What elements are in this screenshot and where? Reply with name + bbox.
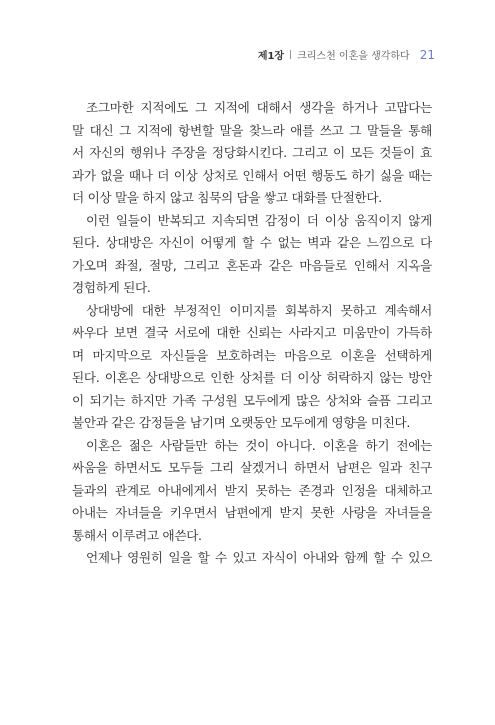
text-line: 말 대신 그 지적에 항변할 말을 찾느라 애를 쓰고 그 말들을 통해 [72,122,432,138]
text-line: 서 자신의 행위나 주장을 정당화시킨다. 그리고 이 모든 것들이 효 [72,145,432,160]
header-divider [290,50,291,59]
page-number: 21 [419,47,435,62]
text-line: 며 마지막으로 자신들을 보호하려는 마음으로 이혼을 선택하게 [72,347,432,363]
text-line: 된다. 이혼은 상대방으로 인한 상처를 더 이상 허락하지 않는 방안 [72,370,432,385]
text-line: 경험하게 된다. [72,280,151,295]
text-line: 이 되기는 하지만 가족 구성원 모두에게 많은 상처와 슬픔 그리고 [72,392,432,408]
text-line: 불안과 같은 감정들을 남기며 오랫동안 모두에게 영향을 미친다. [72,415,411,430]
body-text [72,97,432,570]
text-line: 싸움을 하면서도 모두들 그리 살겠거니 하면서 남편은 일과 친구 [72,460,432,475]
text-line: 된다. 상대방은 자신이 어떻게 할 수 없는 벽과 같은 느낌으로 다 [72,235,432,250]
text-line: 더 이상 말을 하지 않고 침묵의 담을 쌓고 대화를 단절한다. [72,190,382,205]
text-line: 싸우다 보면 결국 서로에 대한 신뢰는 사라지고 미움만이 가득하 [72,325,432,340]
text-line: 언제나 영원히 일을 할 수 있고 자식이 아내와 함께 할 수 있으 [86,550,432,565]
text-line: 들과의 관계로 아내에게서 받지 못하는 존경과 인정을 대체하고 [72,482,432,498]
text-line: 상대방에 대한 부정적인 이미지를 회복하지 못하고 계속해서 [86,302,432,318]
chapter-title: 크리스천 이혼을 생각하다 [297,51,410,62]
text-line: 가오며 좌절, 절망, 그리고 혼돈과 같은 마음들로 인해서 지옥을 [72,257,432,273]
running-header [258,47,435,62]
text-line: 이혼은 젊은 사람들만 하는 것이 아니다. 이혼을 하기 전에는 [86,437,432,453]
text-line: 통해서 이루려고 애쓴다. [72,527,202,543]
text-line: 아내는 자녀들을 키우면서 남편에게 받지 못한 사랑을 자녀들을 [72,505,432,520]
text-line: 조그마한 지적에도 그 지적에 대해서 생각을 하거나 고맙다는 [86,100,432,115]
text-line: 과가 없을 때나 더 이상 상처로 인해서 어떤 행동도 하기 싫을 때는 [72,167,432,183]
chapter-number: 제1장 [257,51,285,62]
text-line: 이런 일들이 반복되고 지속되면 감정이 더 이상 움직이지 않게 [86,212,432,228]
